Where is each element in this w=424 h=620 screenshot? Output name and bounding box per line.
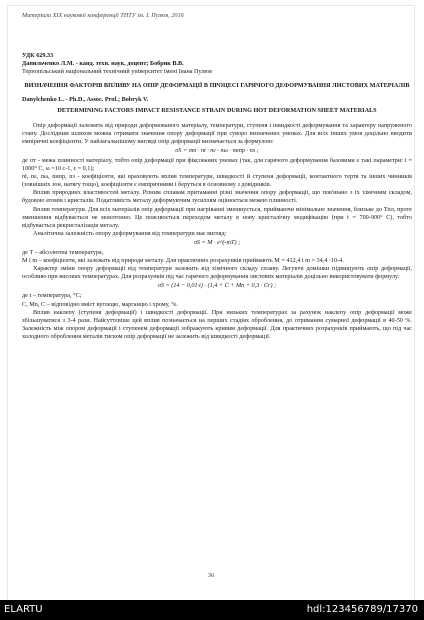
paragraph-10: де t – температура, °С; (22, 292, 82, 300)
formula-3: σS = (14 − 0,01·t) · (1,4 + C + Mn + 0,3 · Cr) ; (157, 282, 277, 290)
paragraph-5: Вплив температури. Для всіх матеріалів опір деформації при нагріванні зменшується, приймаючи мінімальне значення, близьке до Тпл, проте зменшення відбувається не монотонно. Це пояснюється переходом металу в нову кристалічну модифікацію (при t = 700-900° С), тобто відбувається рекристалізація металу. (22, 205, 412, 229)
paragraph-8: M і m – коефіцієнти, які залежать від природи металу. Для практичних розрахунків приймають M = 412,4 і m = 34,4 ·10-4. (22, 257, 344, 265)
authors-en: Danylchenko L. - Ph.D., Assoc. Prof.; Bobryk V. (22, 96, 149, 104)
conference-header: Матеріали XIX наукової конференції ТНТУ ім. І. Пулюя, 2016 (22, 12, 184, 19)
paragraph-9: Характер зміни опору деформації від температури залежить від хімічного складу сплаву. Легуючі домішки підвищують опір деформації, особливо при високих температурах. Для розрахунків під час гарячого деформування листових матеріалів доцільно використовувати формулу: (22, 265, 412, 281)
repository-name: ELARTU (4, 604, 43, 615)
viewer-footer (0, 600, 424, 620)
page-number: 36 (207, 572, 215, 579)
paragraph-3: nt, nε, nω, nнпр, nз - коефіцієнти, які враховують вплив температури, швидкості й ступеня деформації, контактного тертя та інших чинників (зовнішніх зон, натягу тощо), коефіцієнти є емпіричними і беруться в основному з довідників. (22, 173, 412, 189)
affiliation: Тернопільський національний технічний університет імені Івана Пулюя (22, 68, 212, 76)
paragraph-11: С, Mn, С – відповідно вміст вуглецю, марганцю і хрому, %. (22, 300, 178, 308)
paragraph-12: Вплив наклепу (ступеня деформації) і швидкості деформації. При низьких температурах за рахунок наклепу опір деформації може збільшуватися з 3-4 рази. Найсуттєвіше цей вплив позначається на перших стадіях обробления, до отримання сумарної деформації в 40-50 %. Залежність між опором деформації і ступенем деформації зображують кривим деформації. Для практичних розрахунків приймають, що під час холодного оброблення металів тиском опір деформації не залежить від швидкості деформації. (22, 308, 412, 340)
paragraph-4: Вплив природних властивостей металу. Різним сплавам притаманні різні значення опору деформації, що пов'язано з їх хімічним складом, будовою атомів і кристалів. Податливість металу деформуючим зусиллям оцінюється межею плинності. (22, 189, 412, 205)
paragraph-6: Аналітична залежність опору деформування від температури має вигляд: (33, 229, 227, 237)
title-ua: ВИЗНАЧЕННЯ ФАКТОРІВ ВПЛИВУ НА ОПІР ДЕФОРМАЦІЇ В ПРОЦЕСІ ГАРЯЧОГО ДЕФОРМУВАННЯ ЛИСТОВИХ МАТЕРІАЛІВ (24, 82, 410, 90)
paper-body (22, 52, 412, 341)
paragraph-1: Опір деформації залежить від природи деформованого матеріалу, температури, ступеня і швидкості деформування та характеру напруженого стану. Дослідним шляхом можна отримати значення опору деформації при суворо визначених умовах. Для всіх інших умов доцільно вводити емпіричні коефіцієнти. У найзагальнішому вигляді опір деформації визначається за формулою: (22, 121, 412, 145)
formula-2: σS = M · e^(-mT) ; (193, 238, 241, 246)
handle-identifier[interactable]: hdl:123456789/17370 (306, 604, 418, 615)
authors-ua: Данильченко Л.М. - канд. техн. наук, доцент; Бобрик В.В. (22, 60, 184, 68)
paragraph-7: де Т – абсолютна температура, (22, 248, 104, 256)
title-en: DETERMINING FACTORS IMPACT RESISTANCE STRAIN DURING HOT DEFORMATION SHEET MATERIALS (57, 107, 377, 115)
paragraph-2: де σт - межа плинності матеріалу, тобто опір деформації при фіксованих умовах (так, для гарячого деформування базовими є такі параметри: t = 1000° С, ω =10 с-1, ε = 0,1); (22, 156, 412, 173)
formula-1: σS = σт · nt · nε · nω · nнпр · nз ; (175, 146, 259, 154)
document-page (8, 6, 414, 600)
udc-code: УДК 629.33 (22, 52, 54, 59)
